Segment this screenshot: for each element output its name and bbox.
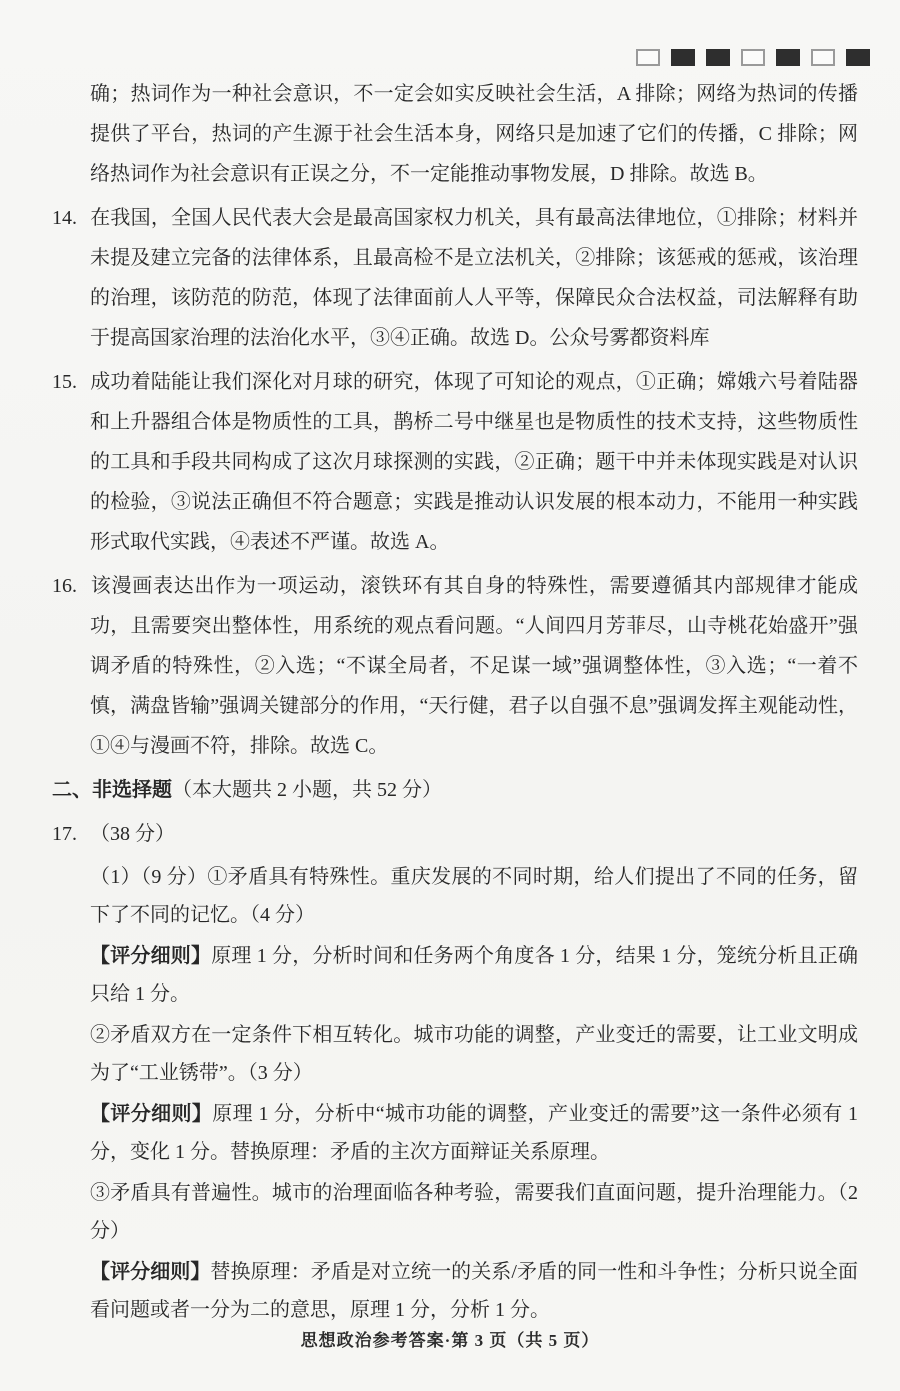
rubric-block-1 (90, 937, 858, 1013)
rubric-label: 【评分细则】 (90, 1103, 213, 1125)
answer-text: ②矛盾双方在一定条件下相互转化。城市功能的调整，产业变迁的需要，让工业文明成为了“工业锈带”。（3 分） (90, 1024, 858, 1084)
rubric-label: 【评分细则】 (90, 1261, 211, 1283)
answer-block-1 (90, 858, 858, 934)
rubric-label: 【评分细则】 (90, 945, 212, 967)
item-number: 15. (52, 371, 77, 393)
answer-item-15 (52, 362, 858, 562)
answer-text: （1）（9 分）①矛盾具有特殊性。重庆发展的不同时期，给人们提出了不同的任务，留下了不同的记忆。（4 分） (90, 866, 858, 926)
answer-text: ③矛盾具有普遍性。城市的治理面临各种考验，需要我们直面问题，提升治理能力。（2 分） (90, 1182, 858, 1242)
rubric-block-3 (90, 1253, 858, 1329)
answer-continuation-13: 确；热词作为一种社会意识，不一定会如实反映社会生活，A 排除；网络为热词的传播提供了平台，热词的产生源于社会生活本身，网络只是加速了它们的传播，C 排除；网络热词作为社会意识有正误之分，不一定能推动事物发展，D 排除。故选 B。 (90, 83, 858, 185)
rubric-text: 原理 1 分，分析时间和任务两个角度各 1 分，结果 1 分，笼统分析且正确只给 1 分。 (90, 945, 859, 1005)
question-score: （38 分） (90, 823, 175, 845)
registration-mark (671, 49, 695, 66)
page-footer: 思想政治参考答案·第 3 页（共 5 页） (300, 1331, 600, 1350)
rubric-block-2 (90, 1095, 858, 1171)
registration-marks (636, 49, 870, 66)
rubric-text: 替换原理：矛盾是对立统一的关系/矛盾的同一性和斗争性；分析只说全面看问题或者一分为二的意思，原理 1 分，分析 1 分。 (90, 1261, 858, 1321)
registration-mark (776, 49, 800, 66)
item-text: 成功着陆能让我们深化对月球的研究，体现了可知论的观点，①正确；嫦娥六号着陆器和上升器组合体是物质性的工具，鹊桥二号中继星也是物质性的技术支持，这些物质性的工具和手段共同构成了这次月球探测的实践，②正确；题干中并未体现实践是对认识的检验，③说法正确但不符合题意；实践是推动认识发展的根本动力，不能用一种实践形式取代实践，④表述不严谨。故选 A。 (90, 371, 858, 553)
answer-item-16 (52, 566, 858, 766)
registration-mark (741, 49, 765, 66)
item-number: 14. (52, 207, 77, 229)
section-heading (52, 770, 858, 810)
page-body (52, 74, 858, 1332)
registration-mark (846, 49, 870, 66)
registration-mark (706, 49, 730, 66)
answer-block-3 (90, 1174, 858, 1250)
answer-block-2 (90, 1016, 858, 1092)
item-number: 16. (52, 575, 77, 597)
question-number: 17. (52, 823, 77, 845)
question-17-line (52, 814, 858, 854)
rubric-text: 原理 1 分，分析中“城市功能的调整，产业变迁的需要”这一条件必须有 1 分，变化 1 分。替换原理：矛盾的主次方面辩证关系原理。 (90, 1103, 858, 1163)
item-text: 该漫画表达出作为一项运动，滚铁环有其自身的特殊性，需要遵循其内部规律才能成功，且需要突出整体性，用系统的观点看问题。“人间四月芳菲尽，山寺桃花始盛开”强调矛盾的特殊性，②入选；“不谋全局者，不足谋一域”强调整体性，③入选；“一着不慎，满盘皆输”强调关键部分的作用，“天行健，君子以自强不息”强调发挥主观能动性，①④与漫画不符，排除。故选 C。 (90, 575, 858, 757)
section-heading-title: 二、非选择题 (52, 779, 172, 801)
section-heading-note: （本大题共 2 小题，共 52 分） (172, 779, 442, 801)
registration-mark (636, 49, 660, 66)
item-text: 在我国，全国人民代表大会是最高国家权力机关，具有最高法律地位，①排除；材料并未提及建立完备的法律体系，且最高检不是立法机关，②排除；该惩戒的惩戒，该治理的治理，该防范的防范，体现了法律面前人人平等，保障民众合法权益，司法解释有助于提高国家治理的法治化水平，③④正确。故选 D。公众号雾都资料库 (90, 207, 858, 349)
question-17-answers (90, 858, 858, 1329)
registration-mark (811, 49, 835, 66)
answer-item-14 (52, 198, 858, 358)
